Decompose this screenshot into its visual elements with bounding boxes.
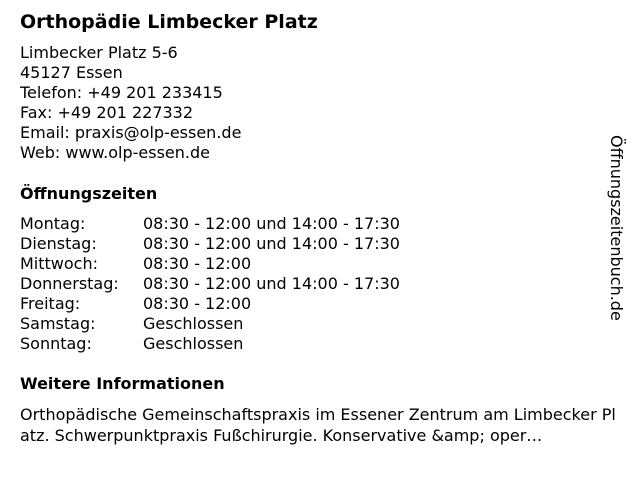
address-city: 45127 Essen [20, 63, 123, 82]
hours-day: Freitag: [20, 294, 81, 313]
further-info-heading: Weitere Informationen [20, 374, 225, 393]
address-phone: Telefon: +49 201 233415 [20, 83, 223, 102]
further-info-text: Orthopädische Gemeinschaftspraxis im Essener Zentrum am Limbecker Platz. Schwerpunktpraxis Fußchirurgie. Konservative &amp; oper… [20, 405, 616, 445]
hours-row [20, 234, 400, 254]
hours-day: Dienstag: [20, 234, 97, 253]
hours-row [20, 334, 400, 354]
hours-row [20, 294, 400, 314]
hours-day: Samstag: [20, 314, 96, 333]
hours-row [20, 254, 400, 274]
hours-day: Mittwoch: [20, 254, 98, 273]
hours-day: Donnerstag: [20, 274, 119, 293]
hours-row [20, 314, 400, 334]
hours-time: 08:30 - 12:00 und 14:00 - 17:30 [143, 274, 400, 293]
opening-hours-table [20, 214, 400, 354]
hours-day: Sonntag: [20, 334, 92, 353]
hours-time: 08:30 - 12:00 und 14:00 - 17:30 [143, 234, 400, 253]
address-web: Web: www.olp-essen.de [20, 143, 210, 162]
hours-time: 08:30 - 12:00 [143, 294, 252, 313]
hours-row [20, 214, 400, 234]
hours-time: Geschlossen [143, 314, 244, 333]
hours-time: 08:30 - 12:00 und 14:00 - 17:30 [143, 214, 400, 233]
hours-time: 08:30 - 12:00 [143, 254, 252, 273]
site-watermark-label: Öffnungszeitenbuch.de [607, 135, 626, 321]
hours-row [20, 274, 400, 294]
address-fax: Fax: +49 201 227332 [20, 103, 194, 122]
hours-time: Geschlossen [143, 334, 244, 353]
address-block [20, 43, 241, 163]
address-street: Limbecker Platz 5-6 [20, 43, 178, 62]
address-email: Email: praxis@olp-essen.de [20, 123, 242, 142]
hours-day: Montag: [20, 214, 86, 233]
opening-hours-heading: Öffnungszeiten [20, 184, 158, 203]
page-title: Orthopädie Limbecker Platz [20, 11, 318, 33]
